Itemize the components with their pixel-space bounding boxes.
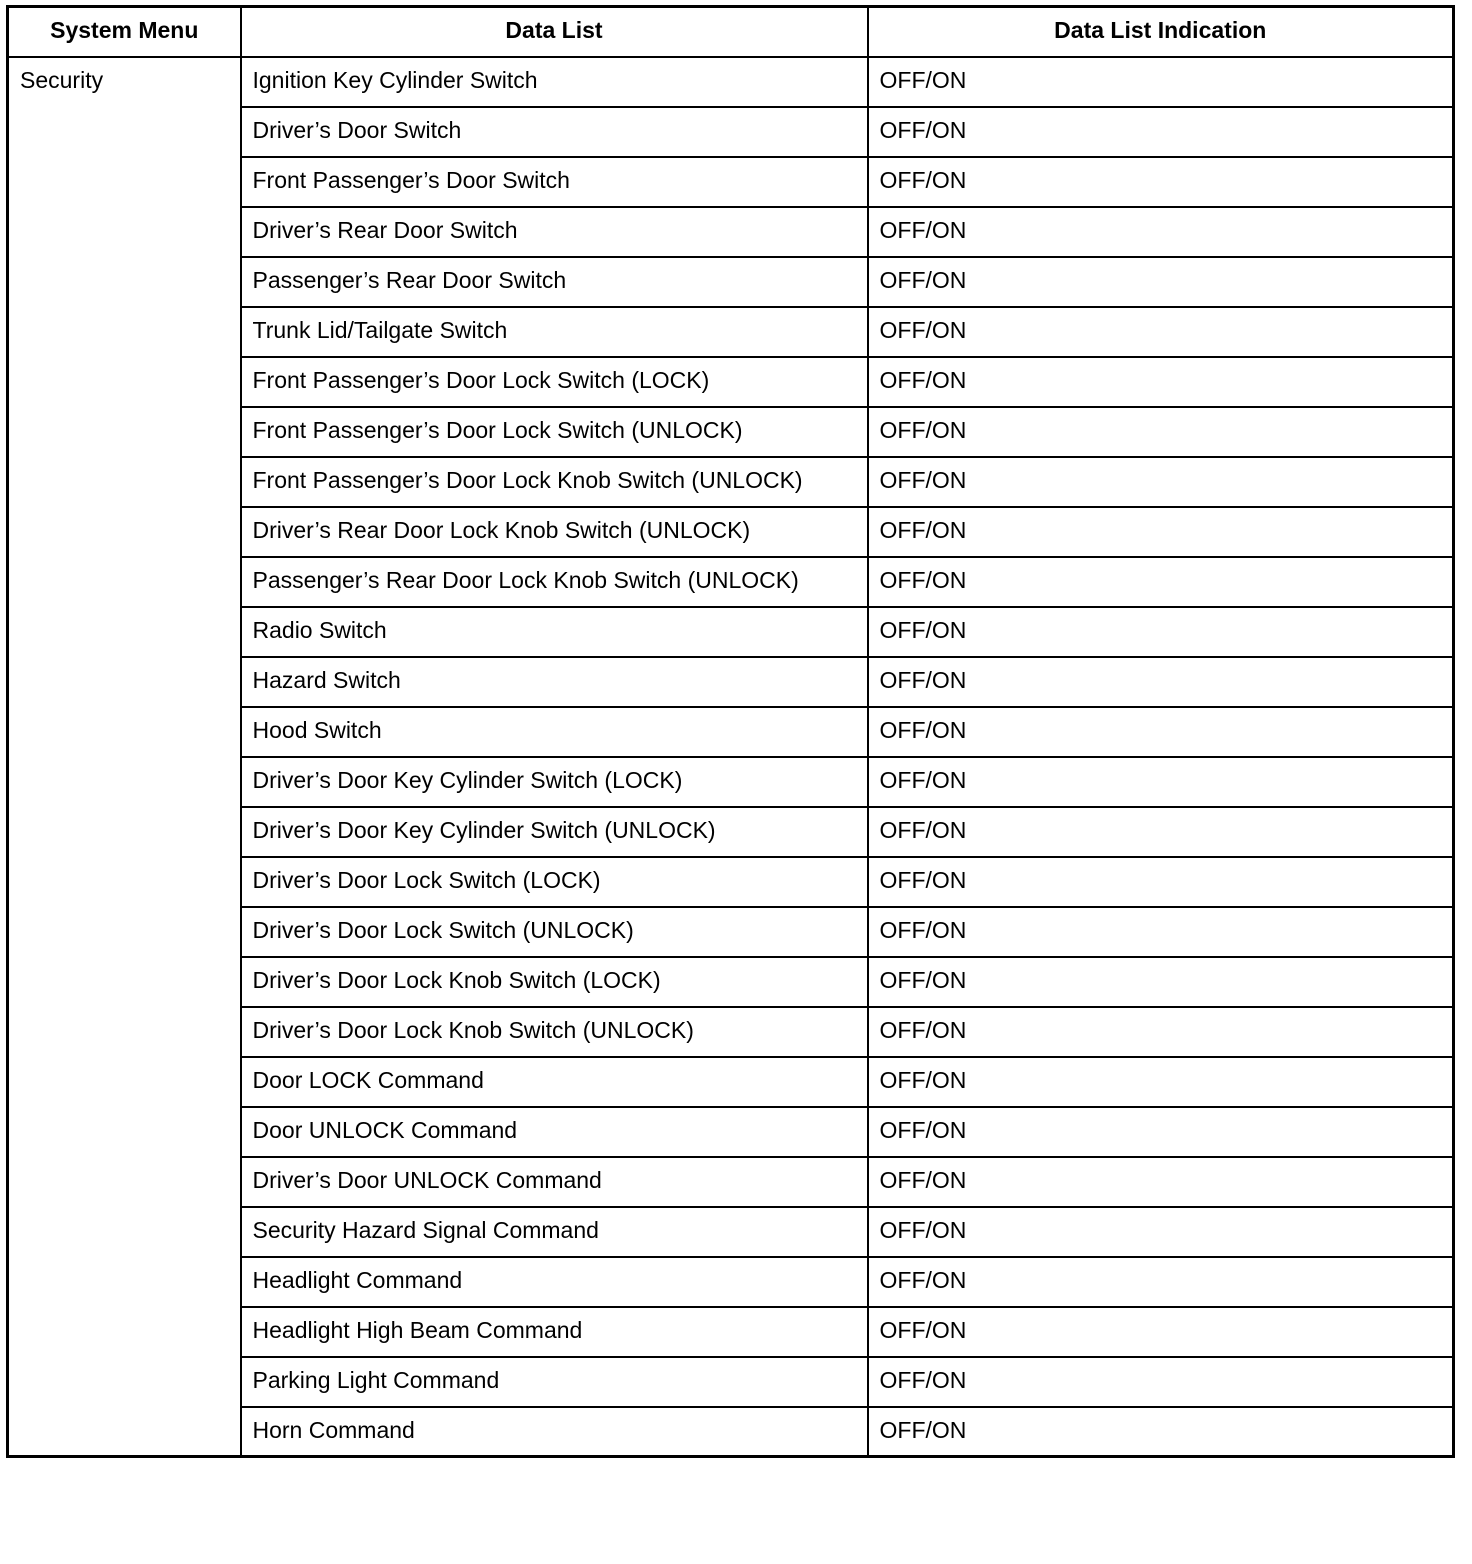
data-list-cell: Parking Light Command	[241, 1357, 868, 1407]
data-list-cell: Trunk Lid/Tailgate Switch	[241, 307, 868, 357]
data-list-cell: Driver’s Rear Door Lock Knob Switch (UNLOCK)	[241, 507, 868, 557]
indication-cell: OFF/ON	[868, 1057, 1454, 1107]
data-list-cell: Headlight High Beam Command	[241, 1307, 868, 1357]
data-list-cell: Driver’s Door Lock Knob Switch (UNLOCK)	[241, 1007, 868, 1057]
indication-cell: OFF/ON	[868, 1307, 1454, 1357]
data-list-cell: Driver’s Door Lock Switch (UNLOCK)	[241, 907, 868, 957]
data-list-cell: Driver’s Door Switch	[241, 107, 868, 157]
data-list-cell: Hazard Switch	[241, 657, 868, 707]
header-system-menu: System Menu	[8, 7, 241, 57]
indication-cell: OFF/ON	[868, 257, 1454, 307]
indication-cell: OFF/ON	[868, 1407, 1454, 1457]
indication-cell: OFF/ON	[868, 1107, 1454, 1157]
indication-cell: OFF/ON	[868, 907, 1454, 957]
indication-cell: OFF/ON	[868, 707, 1454, 757]
data-list-cell: Horn Command	[241, 1407, 868, 1457]
table-body	[8, 57, 1454, 1457]
data-list-cell: Driver’s Door Key Cylinder Switch (LOCK)	[241, 757, 868, 807]
indication-cell: OFF/ON	[868, 457, 1454, 507]
data-list-cell: Driver’s Door Key Cylinder Switch (UNLOCK)	[241, 807, 868, 857]
indication-cell: OFF/ON	[868, 407, 1454, 457]
indication-cell: OFF/ON	[868, 507, 1454, 557]
indication-cell: OFF/ON	[868, 1207, 1454, 1257]
indication-cell: OFF/ON	[868, 807, 1454, 857]
data-list-cell: Front Passenger’s Door Lock Knob Switch (UNLOCK)	[241, 457, 868, 507]
data-list-cell: Driver’s Door Lock Switch (LOCK)	[241, 857, 868, 907]
indication-cell: OFF/ON	[868, 157, 1454, 207]
data-list-cell: Door UNLOCK Command	[241, 1107, 868, 1157]
header-data-list: Data List	[241, 7, 868, 57]
indication-cell: OFF/ON	[868, 1257, 1454, 1307]
data-list-cell: Ignition Key Cylinder Switch	[241, 57, 868, 107]
data-list-cell: Radio Switch	[241, 607, 868, 657]
data-list-cell: Driver’s Rear Door Switch	[241, 207, 868, 257]
data-list-cell: Front Passenger’s Door Switch	[241, 157, 868, 207]
indication-cell: OFF/ON	[868, 1157, 1454, 1207]
header-data-list-indication: Data List Indication	[868, 7, 1454, 57]
data-list-cell: Door LOCK Command	[241, 1057, 868, 1107]
indication-cell: OFF/ON	[868, 207, 1454, 257]
data-list-cell: Front Passenger’s Door Lock Switch (UNLOCK)	[241, 407, 868, 457]
indication-cell: OFF/ON	[868, 107, 1454, 157]
indication-cell: OFF/ON	[868, 57, 1454, 107]
data-list-cell: Hood Switch	[241, 707, 868, 757]
indication-cell: OFF/ON	[868, 1007, 1454, 1057]
indication-cell: OFF/ON	[868, 857, 1454, 907]
table-row	[8, 57, 1454, 107]
indication-cell: OFF/ON	[868, 1357, 1454, 1407]
data-list-cell: Passenger’s Rear Door Switch	[241, 257, 868, 307]
indication-cell: OFF/ON	[868, 957, 1454, 1007]
header-row	[8, 7, 1454, 57]
data-list-cell: Headlight Command	[241, 1257, 868, 1307]
data-list-table	[6, 5, 1455, 1458]
indication-cell: OFF/ON	[868, 757, 1454, 807]
data-list-cell: Driver’s Door Lock Knob Switch (LOCK)	[241, 957, 868, 1007]
data-list-cell: Passenger’s Rear Door Lock Knob Switch (UNLOCK)	[241, 557, 868, 607]
data-list-cell: Driver’s Door UNLOCK Command	[241, 1157, 868, 1207]
indication-cell: OFF/ON	[868, 557, 1454, 607]
indication-cell: OFF/ON	[868, 307, 1454, 357]
indication-cell: OFF/ON	[868, 357, 1454, 407]
indication-cell: OFF/ON	[868, 657, 1454, 707]
data-list-cell: Security Hazard Signal Command	[241, 1207, 868, 1257]
system-menu-cell: Security	[8, 57, 241, 1457]
indication-cell: OFF/ON	[868, 607, 1454, 657]
data-list-cell: Front Passenger’s Door Lock Switch (LOCK)	[241, 357, 868, 407]
